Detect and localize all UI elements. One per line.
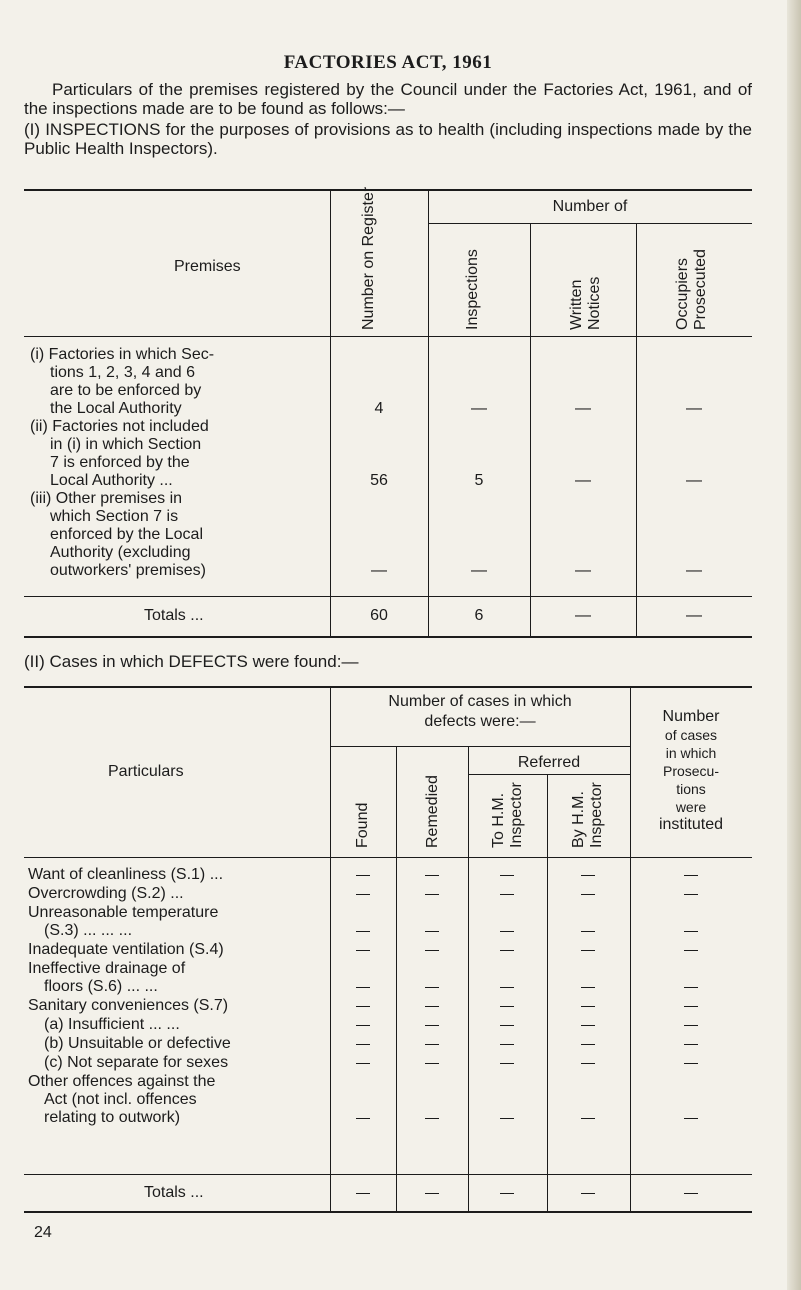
- empty-value-dash: [356, 1118, 370, 1119]
- page-number: 24: [34, 1224, 52, 1241]
- empty-value-dash: [500, 1063, 514, 1064]
- prosecutions-header: [630, 708, 752, 834]
- cases-header-line2: defects were:—: [424, 713, 536, 730]
- totals-empty-dash: [356, 1193, 370, 1194]
- premises-row-label: Authority (excluding: [50, 544, 191, 561]
- empty-value-dash: [425, 894, 439, 895]
- empty-value-dash: [581, 1063, 595, 1064]
- empty-value-dash: [356, 1006, 370, 1007]
- totals-empty-dash: [425, 1193, 439, 1194]
- premises-row-notices: —: [575, 472, 591, 489]
- prosecutions-header-line: instituted: [658, 816, 724, 833]
- empty-value-dash: [581, 1006, 595, 1007]
- empty-value-dash: [425, 1006, 439, 1007]
- empty-value-dash: [500, 931, 514, 932]
- premises-row-label: which Section 7 is: [50, 508, 179, 525]
- defect-row-label: Inadequate ventilation (S.4): [28, 941, 224, 958]
- empty-value-dash: [500, 875, 514, 876]
- empty-value-dash: [425, 1063, 439, 1064]
- totals-empty-dash: [684, 1193, 698, 1194]
- prosecutions-header-line: tions: [676, 781, 706, 797]
- premises-row-label: Local Authority ...: [50, 472, 173, 489]
- defect-row-label: (S.3) ... ... ...: [44, 922, 133, 939]
- empty-value-dash: [500, 1118, 514, 1119]
- premises-row-notices: —: [575, 562, 591, 579]
- page-title: FACTORIES ACT, 1961: [283, 52, 493, 73]
- totals-prosecuted: —: [686, 607, 702, 624]
- prosecutions-header-line: were: [675, 799, 707, 815]
- totals-register: 60: [370, 607, 388, 624]
- empty-value-dash: [356, 1025, 370, 1026]
- empty-value-dash: [684, 875, 698, 876]
- defect-row-label: (c) Not separate for sexes: [44, 1054, 229, 1071]
- premises-row-notices: —: [575, 400, 591, 417]
- empty-value-dash: [684, 950, 698, 951]
- empty-value-dash: [581, 931, 595, 932]
- empty-value-dash: [356, 875, 370, 876]
- totals-empty-dash: [581, 1193, 595, 1194]
- empty-value-dash: [356, 1063, 370, 1064]
- empty-value-dash: [500, 987, 514, 988]
- premises-row-inspections: 5: [474, 472, 484, 489]
- defect-row-label: Other offences against the: [28, 1073, 216, 1090]
- inspections-header: Inspections: [464, 249, 481, 330]
- prosecutions-header-line: of cases: [664, 727, 718, 743]
- empty-value-dash: [356, 987, 370, 988]
- empty-value-dash: [425, 1118, 439, 1119]
- premises-row-inspections: —: [471, 400, 487, 417]
- empty-value-dash: [356, 894, 370, 895]
- premises-row-label: enforced by the Local: [50, 526, 203, 543]
- remedied-header: Remedied: [424, 775, 441, 848]
- defect-row-label: (a) Insufficient ... ...: [44, 1016, 180, 1033]
- empty-value-dash: [356, 1044, 370, 1045]
- premises-row-label: in (i) in which Section: [50, 436, 202, 453]
- register-header: Number on Register: [360, 186, 377, 330]
- premises-row-label: outworkers' premises): [50, 562, 206, 579]
- empty-value-dash: [684, 931, 698, 932]
- empty-value-dash: [500, 1025, 514, 1026]
- totals-empty-dash: [500, 1193, 514, 1194]
- defect-row-label: Unreasonable temperature: [28, 904, 219, 921]
- defect-row-label: Overcrowding (S.2) ...: [28, 885, 184, 902]
- premises-row-prosecuted: —: [686, 562, 702, 579]
- defect-row-label: Want of cleanliness (S.1) ...: [28, 866, 224, 883]
- empty-value-dash: [581, 1044, 595, 1045]
- notices-header: Written Notices: [568, 276, 603, 330]
- empty-value-dash: [581, 1118, 595, 1119]
- section1-heading: (I) INSPECTIONS for the purposes of provisions as to health (including inspections made by the Public Health Inspectors).: [24, 120, 752, 158]
- intro-paragraph: Particulars of the premises registered by the Council under the Factories Act, 1961, and of the inspections made are to be found as follows:—: [24, 80, 752, 118]
- prosecutions-header-line: Number: [662, 708, 720, 725]
- prosecutions-header-line: Prosecu-: [662, 763, 720, 779]
- empty-value-dash: [425, 950, 439, 951]
- prosecuted-header: Occupiers Prosecuted: [674, 249, 709, 330]
- empty-value-dash: [500, 894, 514, 895]
- empty-value-dash: [581, 1025, 595, 1026]
- defect-row-label: Act (not incl. offences: [44, 1091, 197, 1108]
- empty-value-dash: [356, 931, 370, 932]
- totals-notices: —: [575, 607, 591, 624]
- defect-row-label: (b) Unsuitable or defective: [44, 1035, 231, 1052]
- empty-value-dash: [425, 1044, 439, 1045]
- empty-value-dash: [684, 987, 698, 988]
- empty-value-dash: [500, 1006, 514, 1007]
- prosecutions-header-line: in which: [665, 745, 717, 761]
- premises-header: Premises: [174, 258, 241, 275]
- premises-row-label: (iii) Other premises in: [30, 490, 183, 507]
- referred-header: Referred: [517, 754, 581, 771]
- totals-label: Totals ...: [144, 607, 204, 624]
- empty-value-dash: [581, 987, 595, 988]
- premises-row-register: 56: [370, 472, 388, 489]
- premises-row-prosecuted: —: [686, 472, 702, 489]
- empty-value-dash: [581, 950, 595, 951]
- premises-row-label: are to be enforced by: [50, 382, 202, 399]
- premises-row-label: tions 1, 2, 3, 4 and 6: [50, 364, 195, 381]
- empty-value-dash: [500, 950, 514, 951]
- particulars-header: Particulars: [108, 763, 184, 780]
- empty-value-dash: [684, 1118, 698, 1119]
- section2-heading: (II) Cases in which DEFECTS were found:—: [24, 652, 359, 671]
- premises-row-label: (ii) Factories not included: [30, 418, 209, 435]
- to-hm-inspector-header: To H.M. Inspector: [490, 782, 525, 848]
- empty-value-dash: [356, 950, 370, 951]
- defect-row-label: floors (S.6) ... ...: [44, 978, 158, 995]
- empty-value-dash: [425, 987, 439, 988]
- empty-value-dash: [425, 875, 439, 876]
- premises-row-prosecuted: —: [686, 400, 702, 417]
- by-hm-inspector-header: By H.M. Inspector: [570, 782, 605, 848]
- premises-row-label: (i) Factories in which Sec-: [30, 346, 215, 363]
- defect-row-label: relating to outwork): [44, 1109, 181, 1126]
- found-header: Found: [354, 802, 371, 848]
- empty-value-dash: [500, 1044, 514, 1045]
- empty-value-dash: [684, 1025, 698, 1026]
- totals-inspections: 6: [474, 607, 484, 624]
- empty-value-dash: [425, 931, 439, 932]
- number-of-header: Number of: [552, 198, 628, 215]
- cases-header-line1: Number of cases in which: [388, 693, 572, 710]
- empty-value-dash: [684, 1063, 698, 1064]
- page-edge: [787, 0, 801, 1290]
- empty-value-dash: [581, 875, 595, 876]
- premises-row-register: 4: [374, 400, 384, 417]
- premises-row-register: —: [371, 562, 387, 579]
- defects-totals-label: Totals ...: [144, 1184, 204, 1201]
- premises-row-label: 7 is enforced by the: [50, 454, 190, 471]
- empty-value-dash: [684, 894, 698, 895]
- defect-row-label: Ineffective drainage of: [28, 960, 186, 977]
- empty-value-dash: [425, 1025, 439, 1026]
- premises-row-label: the Local Authority: [50, 400, 182, 417]
- premises-row-inspections: —: [471, 562, 487, 579]
- defect-row-label: Sanitary conveniences (S.7): [28, 997, 229, 1014]
- empty-value-dash: [684, 1006, 698, 1007]
- empty-value-dash: [581, 894, 595, 895]
- empty-value-dash: [684, 1044, 698, 1045]
